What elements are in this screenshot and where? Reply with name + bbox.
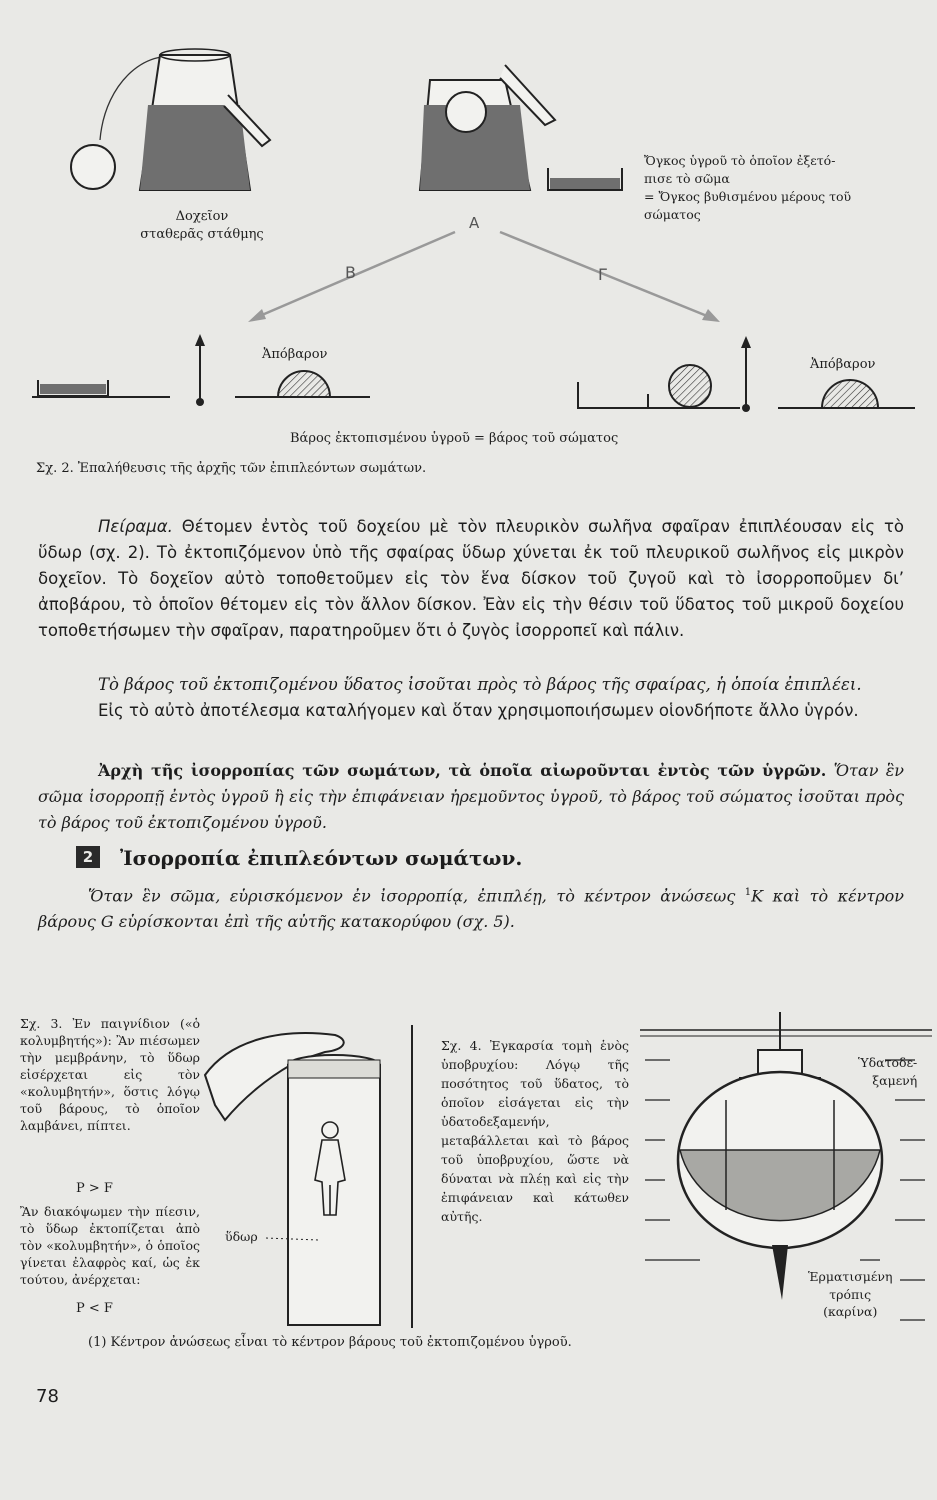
result-italic: Τὸ βάρος τοῦ ἐκτοπιζομένου ὕδατος ἰσοῦται πρὸς τὸ βάρος τῆς σφαίρας, ἡ ὁποία ἐπιπλέει. (98, 675, 862, 694)
principle-text: Ὅταν ἓν σῶμα ἰσορροπῇ ἐντὸς ὑγροῦ ἢ εἰς τὴν ἐπιφάνειαν ἠρεμοῦντος ὑγροῦ, τὸ βάρος τοῦ σώματος ἰσοῦται πρὸς τὸ βάρος τοῦ ἐκτοπιζομένου ὑγροῦ. (38, 761, 904, 832)
principle-title: Ἀρχὴ τῆς ἰσορροπίας τῶν σωμάτων, τὰ ὁποῖα αἰωροῦνται ἐντὸς τῶν ὑγρῶν. (98, 761, 827, 780)
container-label: Δοχεῖον σταθερᾶς στάθμης (140, 209, 264, 242)
figure-4-caption: Σχ. 4. Ἐγκαρσία τομὴ ἑνὸς ὑποβρυχίου: Λόγῳ τῆς ποσότητος τοῦ ὕδατος, τὸ ὁποῖον εἰσάγεται εἰς τὴν ὑδατοδεξαμενήν, μεταβάλλεται καὶ τὸ βάρος τοῦ ὑποβρυχίου, ὥστε νὰ δύναται νὰ πλέῃ καὶ εἰς τὴν ἐπιφάνειαν καὶ κάτωθεν αὐτῆς. (441, 1038, 629, 1224)
section-number: 2 (76, 846, 100, 868)
figure-3-caption-2: Ἂν διακόψωμεν τὴν πίεσιν, τὸ ὕδωρ ἐκτοπίζεται ἀπὸ τὸν «κολυμβητήν», ὁ ὁποῖος γίνεται ἐλαφρὸς καί, ὡς ἐκ τούτου, ἀνέρχεται: (20, 1204, 200, 1287)
section-text-b: K καὶ τὸ κέντρον βάρους G εὑρίσκονται ἐπὶ τῆς αὐτῆς κατακορύφου (σχ. 5). (38, 886, 905, 932)
tank-label: Ὑδατοδε- ξαμενή (858, 1055, 918, 1088)
section-text (38, 880, 904, 935)
letter-b: B (345, 263, 356, 282)
tare-weight-left (278, 371, 330, 397)
diver-cylinder (288, 1065, 380, 1325)
letter-a: A (469, 214, 480, 232)
letter-g: Γ (598, 265, 607, 284)
ball-on-dish (669, 365, 711, 407)
result-general: Εἰς τὸ αὐτὸ ἀποτέλεσμα καταλήγομεν καὶ ὅταν χρησιμοποιήσωμεν οἱονδήποτε ἄλλο ὑγρόν. (98, 701, 859, 720)
floating-ball (71, 145, 115, 189)
experiment-lead: Πείραμα. (98, 517, 173, 536)
weight-equation: Βάρος ἐκτοπισμένου ὑγροῦ = βάρος τοῦ σώματος (290, 431, 619, 446)
volume-note: Ὄγκος ὑγροῦ τὸ ὁποῖον ἐξετό- πισε τὸ σῶμα = Ὄγκος βυθισμένου μέρους τοῦ σώματος (644, 153, 852, 222)
keel-label: Ἑρματισμένη τρόπις (καρίνα) (808, 1269, 893, 1319)
water-label: ὕδωρ (225, 1229, 258, 1244)
tare-label-left: Ἀπόβαρον (262, 347, 328, 362)
formula-1: P > F (76, 1181, 113, 1196)
ball-dish-right (578, 382, 740, 408)
figure-2-caption: Σχ. 2. Ἐπαλήθευσις τῆς ἀρχῆς τῶν ἐπιπλεόντων σωμάτων. (36, 461, 427, 476)
experiment-text: Θέτομεν ἐντὸς τοῦ δοχείου μὲ τὸν πλευρικὸν σωλῆνα σφαῖραν ἐπιπλέουσαν εἰς τὸ ὕδωρ (σχ. 2). Τὸ ἐκτοπιζόμενον ὑπὸ τῆς σφαίρας ὕδωρ χύνεται ἐκ τοῦ πλευρικοῦ σωλῆνος εἰς μικρὸν δοχεῖον. Τὸ δοχεῖον αὐτὸ τοποθετοῦμεν εἰς τὸν ἕνα δίσκον τοῦ ζυγοῦ καὶ τὸ ἰσορροποῦμεν δι’ ἀποβάρου, τὸ ὁποῖον θέτομεν εἰς τὸν ἄλλον δίσκον. Ἐὰν εἰς τὴν θέσιν τοῦ ὕδατος τοῦ μικροῦ δοχείου τοποθετήσωμεν τὴν σφαῖραν, παρατηροῦμεν ὅτι ὁ ζυγὸς ἰσορροπεῖ καὶ πάλιν. (38, 517, 904, 640)
formula-2: P < F (76, 1301, 113, 1316)
figure-3-caption: Σχ. 3. Ἐν παιγνίδιον («ὁ κολυμβητής»): Ἂν πιέσωμεν τὴν μεμβράνην, τὸ ὕδωρ εἰσέρχεται εἰς τὸν «κολυμβητήν», ὅστις λόγῳ τοῦ βάρους, τὸ ὁποῖον λαμβάνει, πίπτει. (20, 1016, 200, 1133)
weighted-keel (772, 1245, 788, 1300)
tare-label-right: Ἀπόβαρον (810, 357, 876, 372)
ball-in-vessel (446, 92, 486, 132)
tare-weight-right (822, 380, 878, 408)
experiment-paragraph (38, 514, 904, 644)
section-title: Ἰσορροπία ἐπιπλεόντων σωμάτων. (120, 846, 523, 870)
footnote-mark: 1 (744, 887, 752, 898)
footnote: (1) Κέντρον ἀνώσεως εἶναι τὸ κέντρον βάρους τοῦ ἐκτοπιζομένου ὑγροῦ. (88, 1335, 572, 1350)
page-number: 78 (36, 1386, 59, 1407)
section-text-a: Ὅταν ἓν σῶμα, εὑρισκόμενον ἐν ἰσορροπίᾳ, ἐπιπλέῃ, τὸ κέντρον ἀνώσεως (88, 886, 745, 906)
principle-paragraph (38, 758, 904, 836)
